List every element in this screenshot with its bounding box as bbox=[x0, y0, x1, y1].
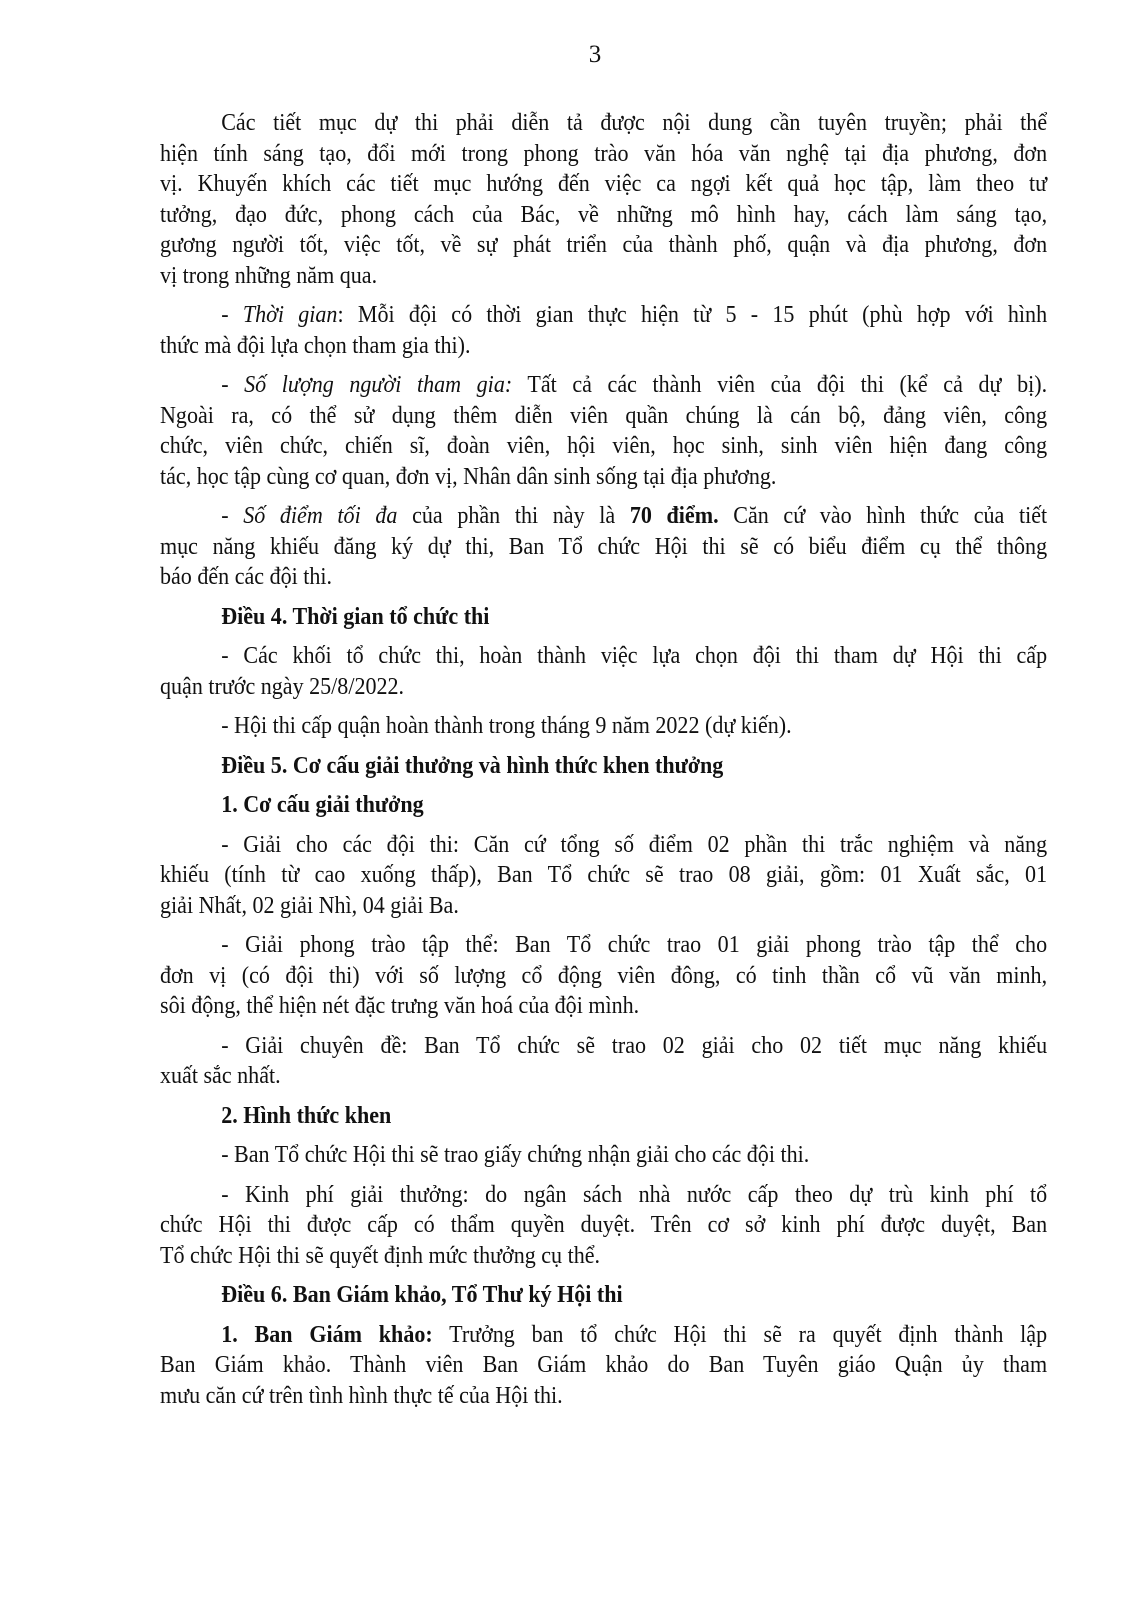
paragraph-team-awards bbox=[160, 830, 1048, 922]
document-body bbox=[160, 108, 1048, 1420]
text-line: - Ban Tổ chức Hội thi sẽ trao giấy chứng nhận giải cho các đội thi. bbox=[221, 1141, 810, 1168]
text-line: gương người tốt, việc tốt, về sự phát triển của thành phố, quận và địa phương, đơn bbox=[160, 231, 1048, 258]
paragraph-requirements bbox=[160, 108, 1048, 291]
duration-text: : Mỗi đội có thời gian thực hiện từ 5 - 15 phút (phù hợp với hình bbox=[337, 301, 1048, 328]
text-line: Ngoài ra, có thể sử dụng thêm diễn viên quần chúng là cán bộ, đảng viên, công bbox=[160, 401, 1048, 429]
text-line: - Giải chuyên đề: Ban Tổ chức sẽ trao 02 giải cho 02 tiết mục năng khiếu bbox=[221, 1031, 1048, 1059]
text-line: giải Nhất, 02 giải Nhì, 04 giải Ba. bbox=[160, 891, 459, 919]
text-line: - Các khối tổ chức thi, hoàn thành việc lựa chọn đội thi tham dự Hội thi cấp bbox=[221, 642, 1048, 669]
text-line: Tổ chức Hội thi sẽ quyết định mức thưởng cụ thể. bbox=[160, 1241, 601, 1269]
paragraph-certificates bbox=[160, 1140, 1048, 1171]
paragraph-funding bbox=[160, 1180, 1048, 1272]
heading-text: 1. Cơ cấu giải thưởng bbox=[221, 791, 424, 818]
text-line: sôi động, thể hiện nét đặc trưng văn hoá của đội mình. bbox=[160, 992, 640, 1019]
article-4-heading bbox=[160, 602, 1048, 633]
text-line: chức, viên chức, chiến sĩ, đoàn viên, hội viên, học sinh, sinh viên hiện đang công bbox=[160, 432, 1048, 459]
text-line: - Kinh phí giải thưởng: do ngân sách nhà nước cấp theo dự trù kinh phí tổ bbox=[221, 1180, 1048, 1208]
text-line: báo đến các đội thi. bbox=[160, 563, 333, 590]
text-line: vị. Khuyến khích các tiết mục hướng đến việc ca ngợi kết quả học tập, làm theo tư bbox=[160, 170, 1048, 197]
section-2-heading bbox=[160, 1101, 1048, 1132]
heading-text: Điều 5. Cơ cấu giải thưởng và hình thức khen thưởng bbox=[221, 751, 724, 779]
text-line: tưởng, đạo đức, phong cách của Bác, về những mô hình hay, cách làm sáng tạo, bbox=[160, 200, 1048, 228]
participants-text: Tất cả các thành viên của đội thi (kể cả dự bị). bbox=[512, 371, 1048, 398]
text-line: xuất sắc nhất. bbox=[160, 1062, 281, 1089]
judges-label: 1. Ban Giám khảo: bbox=[221, 1320, 433, 1348]
paragraph-participants bbox=[160, 370, 1048, 492]
text-line: - Giải phong trào tập thể: Ban Tổ chức trao 01 giải phong trào tập thể cho bbox=[221, 931, 1048, 958]
text-line: - Số lượng người tham gia: Tất cả các thành viên của đội thi (kể cả dự bị). bbox=[221, 371, 1048, 398]
page-number: 3 bbox=[588, 41, 602, 68]
text-line: thức mà đội lựa chọn tham gia thi). bbox=[160, 331, 471, 359]
text-line: - Thời gian: Mỗi đội có thời gian thực hiện từ 5 - 15 phút (phù hợp với hình bbox=[221, 301, 1048, 328]
max-score-label: Số điểm tối đa bbox=[243, 502, 398, 529]
judges-text: Trưởng ban tổ chức Hội thi sẽ ra quyết định thành lập bbox=[432, 1320, 1048, 1348]
paragraph-collective-award bbox=[160, 930, 1048, 1022]
text-line bbox=[160, 1320, 1047, 1351]
text-line: Các tiết mục dự thi phải diễn tả được nội dung cần tuyên truyền; phải thể bbox=[221, 109, 1048, 136]
paragraph-max-score bbox=[160, 501, 1048, 593]
text-line: khiếu (tính từ cao xuống thấp), Ban Tổ chức sẽ trao 08 giải, gồm: 01 Xuất sắc, 01 bbox=[160, 861, 1048, 888]
text-line: hiện tính sáng tạo, đổi mới trong phong trào văn hóa văn nghệ tại địa phương, đơn bbox=[160, 139, 1048, 167]
paragraph-duration bbox=[160, 300, 1048, 361]
text-line: đơn vị (có đội thi) với số lượng cổ động viên đông, có tinh thần cổ vũ văn minh, bbox=[160, 961, 1048, 989]
heading-text: Điều 4. Thời gian tổ chức thi bbox=[221, 602, 490, 630]
text-line: vị trong những năm qua. bbox=[160, 261, 378, 289]
max-score-text-rest: Căn cứ vào hình thức của tiết bbox=[718, 502, 1048, 529]
text-line: - Giải cho các đội thi: Căn cứ tổng số điểm 02 phần thi trắc nghiệm và năng bbox=[221, 830, 1048, 858]
paragraph-selection-deadline bbox=[160, 641, 1048, 702]
paragraph-thematic-award bbox=[160, 1031, 1048, 1092]
text-line: tác, học tập cùng cơ quan, đơn vị, Nhân dân sinh sống tại địa phương. bbox=[160, 462, 777, 490]
text-line: mưu căn cứ trên tình hình thực tế của Hội thi. bbox=[160, 1381, 563, 1409]
article-5-heading bbox=[160, 751, 1048, 782]
participants-label: Số lượng người tham gia: bbox=[244, 371, 513, 398]
text-line: chức Hội thi được cấp có thẩm quyền duyệt. Trên cơ sở kinh phí được duyệt, Ban bbox=[160, 1211, 1048, 1238]
max-score-text: của phần thi này là bbox=[397, 502, 630, 529]
text-line: quận trước ngày 25/8/2022. bbox=[160, 672, 405, 700]
duration-label: Thời gian bbox=[242, 301, 338, 328]
paragraph-completion bbox=[160, 711, 1048, 742]
heading-text: Điều 6. Ban Giám khảo, Tổ Thư ký Hội thi bbox=[221, 1281, 623, 1308]
article-6-heading bbox=[160, 1280, 1048, 1311]
paragraph-judges bbox=[160, 1320, 1048, 1412]
section-1-heading bbox=[160, 790, 1048, 821]
max-score-value: 70 điểm. bbox=[629, 502, 719, 529]
text-line: Ban Giám khảo. Thành viên Ban Giám khảo do Ban Tuyên giáo Quận ủy tham bbox=[160, 1351, 1048, 1378]
heading-text: 2. Hình thức khen bbox=[221, 1101, 392, 1129]
text-line: - Hội thi cấp quận hoàn thành trong tháng 9 năm 2022 (dự kiến). bbox=[221, 712, 792, 739]
text-line: - Số điểm tối đa của phần thi này là 70 điểm. Căn cứ vào hình thức của tiết bbox=[221, 502, 1048, 529]
text-line: mục năng khiếu đăng ký dự thi, Ban Tổ chức Hội thi sẽ có biểu điểm cụ thể thông bbox=[160, 532, 1048, 560]
